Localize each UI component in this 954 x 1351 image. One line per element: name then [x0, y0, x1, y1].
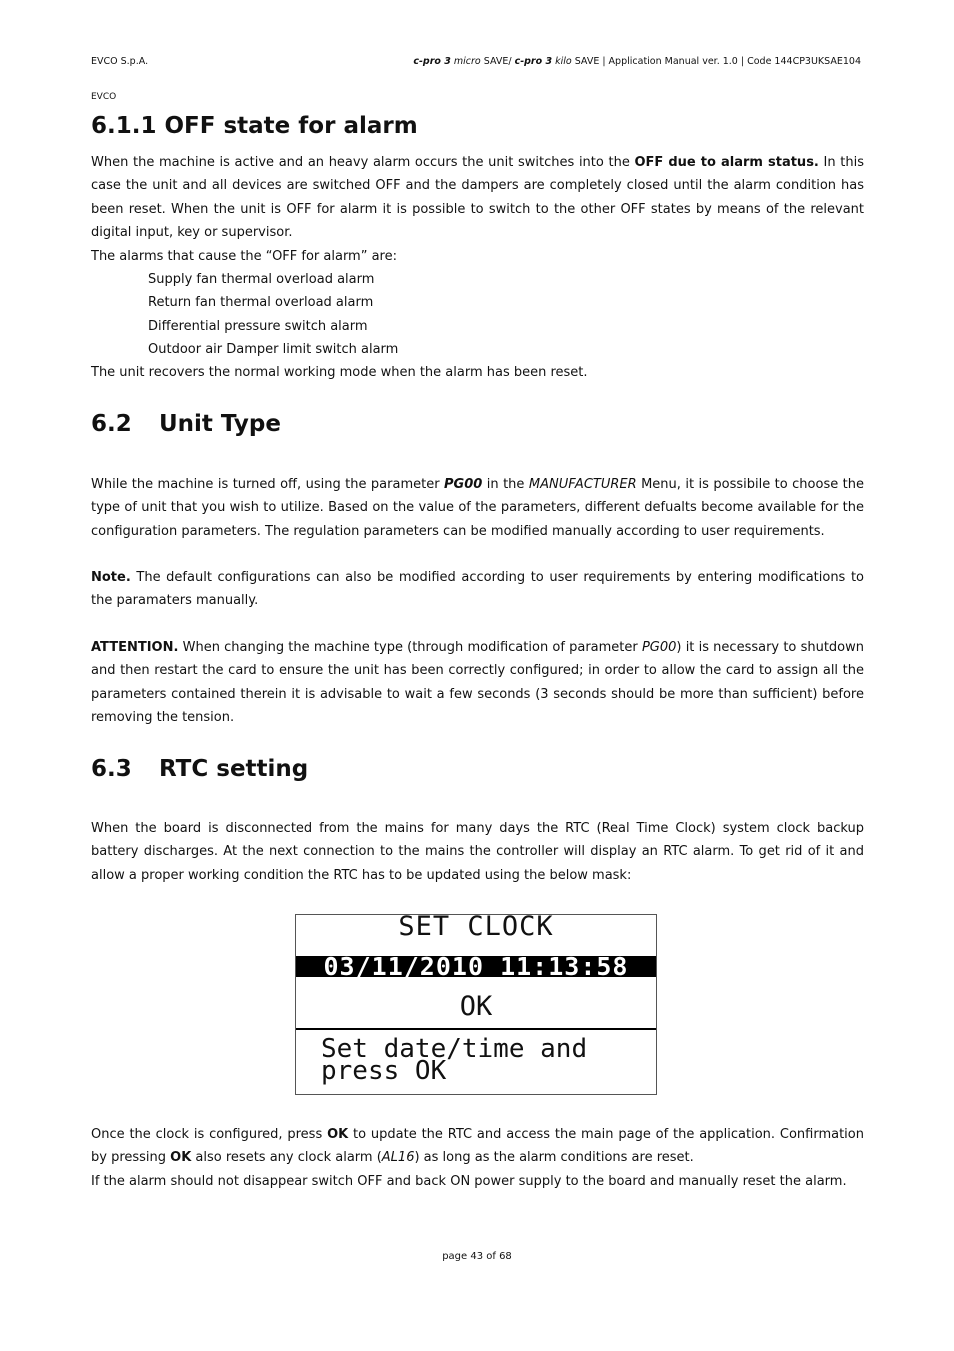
section-6-3-heading: RTC setting — [159, 756, 309, 782]
recovery-text: The unit recovers the normal working mode when the alarm has been reset. — [91, 365, 588, 380]
header-product2-suffix: kilo — [555, 56, 572, 67]
reset-instruction: If the alarm should not disappear switch OFF and back ON power supply to the board and manually reset the alarm. — [91, 1174, 847, 1189]
ok-key-ref-2: OK — [170, 1150, 192, 1166]
alarms-intro: The alarms that cause the “OFF for alarm” are: — [91, 249, 397, 264]
alarm-list-item: Return fan thermal overload alarm — [148, 295, 374, 310]
lcd-title: SET CLOCK — [398, 911, 554, 942]
parameter-pg00: PG00 — [444, 477, 483, 492]
section-6-3-number: 6.3 — [91, 756, 132, 782]
header-document-info — [413, 56, 861, 67]
header-sep: SAVE/ — [480, 56, 515, 67]
note-paragraph: Note. The default configurations can also be modified according to user requirements by entering modifications to the paramaters manually. — [91, 570, 864, 609]
header-brand: EVCO — [91, 92, 117, 102]
attention-label: ATTENTION. — [91, 640, 179, 655]
alarm-list-item: Outdoor air Damper limit switch alarm — [148, 342, 399, 357]
section-6-2-title — [91, 411, 281, 437]
header-product1: c-pro 3 — [413, 56, 451, 67]
alarm-list-item: Supply fan thermal overload alarm — [148, 272, 375, 287]
lcd-instruction: Set date/time and press OK — [321, 1034, 588, 1086]
section-6-2-heading: Unit Type — [159, 411, 281, 437]
confirmation-paragraph: Once the clock is configured, press OK to update the RTC and access the main page of the application. Confirmation by pressing OK also resets any clock alarm (AL16) as long as the alarm conditions are reset. — [91, 1127, 864, 1166]
lcd-divider — [296, 1028, 656, 1030]
page-number: page 43 of 68 — [442, 1251, 512, 1262]
section-6-1-1-paragraph: When the machine is active and an heavy alarm occurs the unit switches into the OFF due to alarm status. In this case the unit and all devices are switched OFF and the dampers are completely closed until the alarm condition has been reset. When the unit is OFF for alarm it is possible to switch to the other OFF states by means of the relevant digital input, key or supervisor. — [91, 155, 864, 241]
alarm-code-al16: AL16 — [381, 1150, 415, 1166]
lcd-datetime-field: 03/11/2010 11:13:58 — [296, 956, 656, 977]
off-due-to-alarm-status: OFF due to alarm status. — [634, 155, 819, 170]
lcd-ok-button: OK — [459, 991, 493, 1022]
header-product1-suffix: micro — [453, 56, 481, 67]
attention-paragraph: ATTENTION. When changing the machine type (through modification of parameter PG00) it is necessary to shutdown and then restart the card to ensure the unit has been correctly configured; in order to allow the card to assign all the parameters contained therein it is advisable to wait a few seconds (3 seconds should be more than sufficient) before removing the tension. — [91, 640, 864, 726]
manufacturer-menu: MANUFACTURER — [528, 477, 637, 492]
section-6-2-number: 6.2 — [91, 411, 132, 437]
parameter-pg00-ref: PG00 — [641, 640, 677, 655]
header-company: EVCO S.p.A. — [91, 56, 149, 67]
ok-key-ref: OK — [327, 1127, 349, 1142]
rtc-paragraph: When the board is disconnected from the mains for many days the RTC (Real Time Clock) system clock backup battery discharges. At the next connection to the mains the controller will display an RTC alarm. To get rid of it and allow a proper working condition the RTC has to be updated using the below mask: — [91, 821, 864, 883]
lcd-set-clock-display — [295, 911, 657, 1095]
header-product2: c-pro 3 — [514, 56, 553, 67]
header-rest: SAVE | Application Manual ver. 1.0 | Code 144CP3UKSAE104 — [571, 56, 861, 67]
note-label: Note. — [91, 570, 131, 585]
section-6-1-1-title: 6.1.1 OFF state for alarm — [91, 113, 418, 139]
alarm-list-item: Differential pressure switch alarm — [148, 319, 368, 334]
section-6-3-title — [91, 756, 308, 782]
unit-type-paragraph: While the machine is turned off, using the parameter PG00 in the MANUFACTURER Menu, it is possibile to choose the type of unit that you wish to utilize. Based on the value of the parameters, different defualts become available for the configuration parameters. The regulation parameters can be modified manually according to user requirements. — [91, 477, 864, 539]
